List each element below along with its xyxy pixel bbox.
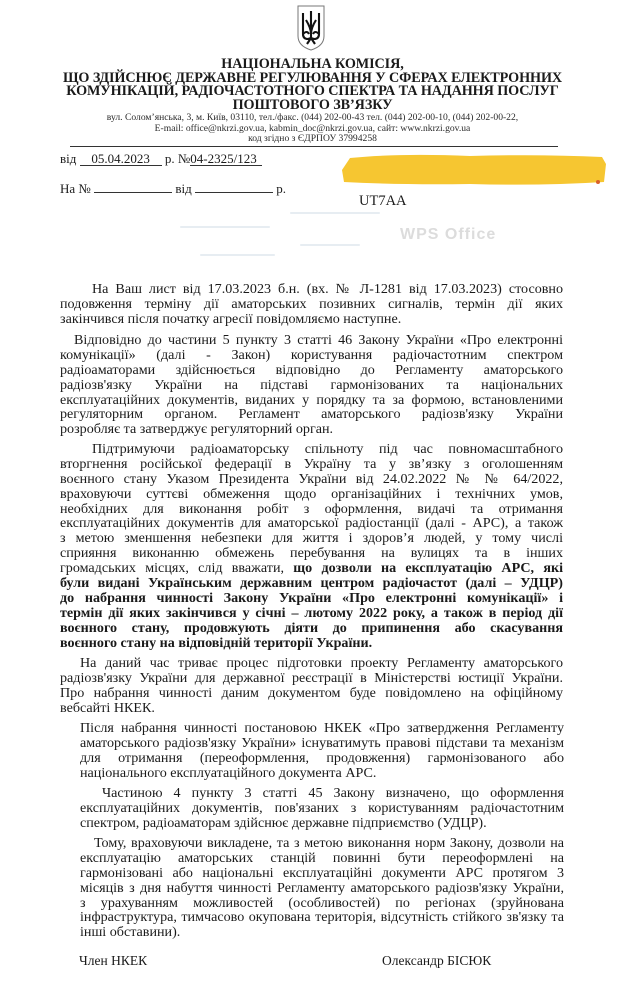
paragraph-intro (60, 282, 563, 327)
text-line: воєнного стану Указом Президента України від 24.02.2022 № № 64/2022, (60, 470, 563, 487)
text-run-bold: що дозволи на експлуатацію АРС, які (293, 560, 563, 577)
text-line-bold: воєнного стану, продовжують діяти до припинення або скасування (60, 619, 563, 636)
text-line: враховуючи суттєві обмеження щодо організаційних і технічних умов, (60, 485, 563, 502)
header-divider (70, 146, 558, 147)
paragraph-regulation-status (60, 656, 563, 716)
text-line: розробляє та затверджує регуляторний орган. (60, 421, 334, 438)
text-line: вторгнення російської федерації в Україну та у зв’язку з оголошенням (60, 455, 563, 472)
text-line: місяців з дня набуття чинності Регламенту аматорського радіозв'язку України, (80, 879, 564, 896)
text-line: На Ваш лист від 17.03.2023 б.н. (вх. № Л-1281 від 17.03.2023) стосовно (92, 281, 563, 297)
text-run: громадських місцях, слід вважати, (60, 560, 294, 577)
text-line: Тому, враховуючи викладене, та з метою виконання норм Закону, дозволи на (94, 835, 564, 851)
organization-name (40, 58, 585, 112)
faded-mark (180, 226, 270, 228)
paragraph-after-adoption (80, 721, 564, 781)
org-line: НАЦІОНАЛЬНА КОМІСІЯ, (221, 56, 404, 72)
text-line-bold: до набрання чинності Закону України «Про електронні комунікації» і (60, 589, 563, 606)
text-line: експлуатаційних документів, виданих у порядку та за формою, встановленими (60, 391, 563, 408)
text-line: спектром, радіоаматорам здійснює державне підприємство (УДЦР). (80, 814, 487, 831)
outgoing-number: 04-2325/123 (190, 152, 262, 166)
org-line: ЩО ЗДІЙСНЮЄ ДЕРЖАВНЕ РЕГУЛЮВАННЯ У СФЕРАХ ЕЛЕКТРОННИХ (62, 69, 563, 86)
paragraph-conclusion (80, 836, 564, 940)
number-label: № (177, 151, 191, 166)
year-suffix: р. (164, 151, 175, 166)
reply-label: На № (60, 181, 91, 196)
text-line: з урахуванням можливостей (особливостей) по регіонах (зруйнована (80, 894, 564, 911)
recipient-callsign: UT7AA (359, 193, 407, 209)
text-line: інфраструктура, тимчасово окупована територія, відсутність стійкого зв'язку та (80, 909, 564, 926)
text-line: подовження терміну дії аматорських позивних сигналів, термін дії яких (60, 295, 563, 312)
watermark: WPS Office (400, 226, 497, 243)
text-line: необхідних для виконання робіт з оформлення, видачі та отримання (60, 500, 563, 517)
signatory-name: Олександр БІСЮК (382, 953, 492, 968)
coat-of-arms-icon (296, 4, 326, 52)
text-line: комунікації» (далі - Закон) користування радіочастотним спектром (60, 346, 563, 363)
paragraph-martial-law (60, 442, 563, 650)
paragraph-legal-basis (60, 333, 563, 437)
text-line: Частиною 4 пункту 3 статті 45 Закону визначено, що оформлення (102, 785, 564, 801)
paragraph-udcr (80, 786, 564, 831)
faded-mark (290, 212, 380, 214)
contact-email: E-mail: office@nkrzi.gov.ua, kabmin_doc@nkrzi.gov.ua, сайт: www.nkrzi.gov.ua (154, 122, 471, 134)
text-line: національного експлуатаційного документа АРС. (80, 764, 377, 781)
text-line: експлуатаційних документів, пов'язаних з користуванням радіочастотним (80, 799, 564, 816)
text-line-bold: були видані Українським державним центром радіочастот (далі – УДЦР) (60, 575, 563, 592)
outgoing-date: 05.04.2023 (80, 152, 162, 166)
text-line: експлуатацію аматорських станцій повинні бути переоформлені на (80, 849, 564, 866)
reply-year-suffix: р. (276, 181, 286, 196)
text-line: сприяння виконанню обмежень перебування на вулицях та в інших (60, 545, 563, 562)
text-line: експлуатаційних документів для аматорської радіостанції (далі - АРС), а також (60, 515, 563, 532)
text-line-mixed (60, 561, 563, 576)
text-line: радіозв'язку України на підставі гармонізованих та національних (60, 376, 563, 393)
contact-address: вул. Солом’янська, 3, м. Київ, 03110, тел./факс. (044) 202-00-43 тел. (044) 202-00-10, (044) 202-00-22, (106, 112, 519, 123)
text-line: Після набрання чинності постановою НКЕК «Про затвердження Регламенту (80, 720, 564, 736)
text-line: для отримання (переоформлення, продовження) гармонізованого або (80, 749, 564, 766)
reply-registration (60, 181, 286, 196)
from-label: від (60, 151, 77, 166)
reply-number-blank (94, 192, 172, 193)
text-line: закінчився після початку агресії повідомляємо наступне. (60, 310, 402, 327)
text-line-bold: термін дії яких закінчився у січні – лютому 2022 року, а також в період дії (60, 604, 563, 621)
faded-mark (300, 244, 360, 246)
text-line: інші обставини). (80, 924, 181, 941)
org-line: КОМУНІКАЦІЙ, РАДІОЧАСТОТНОГО СПЕКТРА ТА НАДАННЯ ПОСЛУГ (66, 83, 559, 99)
signatory-position: Член НКЕК (79, 953, 148, 968)
outgoing-registration (60, 151, 262, 166)
text-line: На даний час триває процес підготовки проекту Регламенту аматорського (80, 655, 563, 671)
text-line: з метою зменшення небезпеки для життя і здоров’я людей, у тому числі (60, 530, 563, 547)
organization-contacts (40, 113, 585, 145)
text-line-bold: воєнного стану на відповідній території України. (60, 634, 373, 651)
text-line: Про набрання чинності даним документом буде повідомлено на офіційному (60, 684, 563, 701)
text-line: Відповідно до частини 5 пункту 3 статті 46 Закону України «Про електронні (74, 332, 563, 348)
text-line: регуляторним органом. Регламент аматорського радіозв'язку України (60, 406, 563, 423)
reply-date-blank (195, 192, 273, 193)
text-line: аматорського радіозв'язку України» існуватимуть правові підстави та механізм (80, 734, 564, 751)
reply-from-label: від (175, 181, 192, 196)
text-line: радіоаматорами здійснюється відповідно до Регламенту аматорського (60, 361, 563, 378)
redaction-highlight (340, 152, 610, 188)
text-line: Підтримуючи радіоаматорську спільноту під час повномасштабного (92, 441, 563, 457)
text-line: гармонізовані або національні експлуатаційні документи АРС протягом 3 (80, 864, 564, 881)
faded-mark (200, 254, 275, 256)
contact-edrpou: код згідно з ЄДРПОУ 37994258 (248, 133, 377, 145)
text-line: радіозв'язку України для державної реєстрації в Міністерстві юстиції України. (60, 669, 563, 686)
text-line: вебсайті НКЕК. (60, 699, 155, 716)
org-line: ПОШТОВОГО ЗВ’ЯЗКУ (232, 96, 393, 113)
